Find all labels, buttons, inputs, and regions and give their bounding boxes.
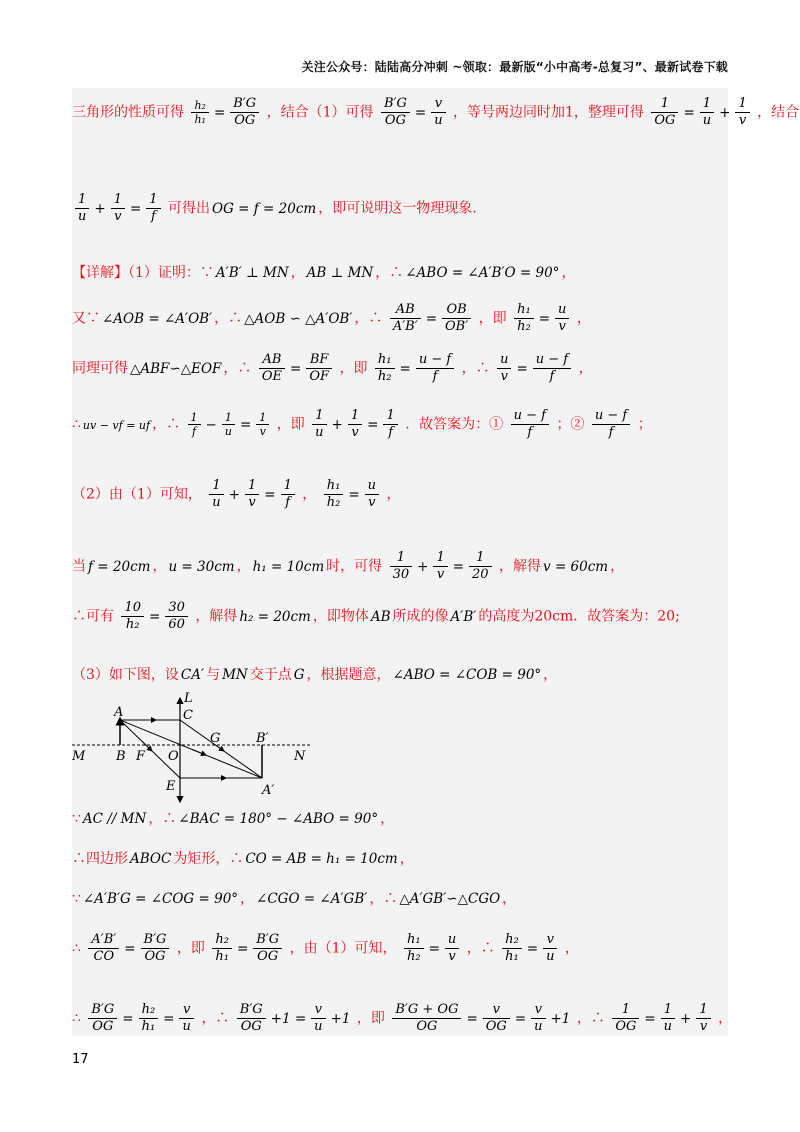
fraction: $\frac{1}{v}$ xyxy=(433,550,447,583)
fraction: $\frac{u - f}{f}$ xyxy=(416,352,454,385)
fraction: $\frac{1}{v}$ xyxy=(696,1002,710,1035)
fraction: $\frac{A'B'}{CO}$ xyxy=(88,932,119,965)
fraction: $\frac{1}{f}$ xyxy=(281,478,295,511)
label-l: L xyxy=(184,691,193,706)
fraction: $\frac{u}{v}$ xyxy=(445,932,459,965)
label-a-prime: A′ xyxy=(262,783,275,798)
fraction: $\frac{1}{f}$ xyxy=(383,408,397,441)
fraction: $\frac{u - f}{f}$ xyxy=(533,352,571,385)
fraction: $\frac{1}{u}$ xyxy=(209,478,223,511)
fraction: $\frac{1}{u}$ xyxy=(661,1002,675,1035)
solution-line-4: 又∵ ∠AOB = ∠A′OB′ ，∴ △AOB ∽ △A′OB′ ，∴ $\frac{AB}{A'B'}$ = $\frac{OB}{OB'}$ ，即 $\frac{\text{h₁}}{\text{h₂}}$ = $\frac{u}{v}$ ， xyxy=(72,302,591,334)
label-o: O xyxy=(168,749,179,764)
fraction: $\frac{\text{h₂}}{\text{h₁}}$ xyxy=(139,1002,159,1035)
fraction: $\frac{1}{f}$ xyxy=(188,411,201,438)
fraction: $\frac{\text{h₂}}{\text{h₁}}$ xyxy=(502,932,522,965)
fraction: $\frac{v}{OG}$ xyxy=(483,1002,510,1035)
solution-line-2: $\frac{1}{u}$ + $\frac{1}{v}$ = $\frac{1}{f}$ 可得出 OG = f = 20cm ，即可说明这一物理现象. xyxy=(72,192,477,225)
fraction: $\frac{1}{OG}$ xyxy=(651,96,678,129)
fraction: $\frac{AB}{A'B'}$ xyxy=(390,302,421,335)
fraction: $\frac{1}{f}$ xyxy=(146,192,160,225)
fraction: $\frac{1}{u}$ xyxy=(222,411,235,438)
fraction: $\frac{\text{h₁}}{\text{h₂}}$ xyxy=(404,932,424,965)
fraction: $\frac{B'G}{OG}$ xyxy=(381,96,410,129)
fraction: $\frac{1}{v}$ xyxy=(348,408,362,441)
label-c: C xyxy=(183,708,193,723)
fraction: $\frac{B'G}{OG}$ xyxy=(88,1002,117,1035)
fraction: $\frac{1}{v}$ xyxy=(111,192,125,225)
label-g: G xyxy=(210,731,221,746)
fraction: $\frac{u - f}{f}$ xyxy=(511,408,549,441)
fraction: $\frac{\text{h₁}}{\text{h₂}}$ xyxy=(514,302,534,335)
fraction: $\frac{30}{60}$ xyxy=(165,600,188,633)
fraction: $\frac{B'G + OG}{OG}$ xyxy=(392,1002,461,1035)
solution-line-7: （2）由（1）可知， $\frac{1}{u}$ + $\frac{1}{v}$ = $\frac{1}{f}$ ， $\frac{\text{h₁}}{\text{h₂}}$ = $\frac{u}{v}$ ， xyxy=(72,478,401,510)
fraction: $\frac{OB}{OB'}$ xyxy=(442,302,471,335)
fraction: $\frac{1}{v}$ xyxy=(735,96,749,129)
fraction: $\frac{u - f}{f}$ xyxy=(592,408,630,441)
solution-line-9: ∴可有 $\frac{10}{\text{h₂}}$ = $\frac{30}{60}$ ，解得 h₂ = 20cm ，即物体 AB 所成的像 A′B′ 的高度为20cm．故答案为：20; xyxy=(72,600,680,632)
fraction: $\frac{1}{u}$ xyxy=(312,408,326,441)
fraction: $\frac{\text{h₁}}{\text{h₂}}$ xyxy=(324,478,344,511)
solution-line-15: ∴ $\frac{B'G}{OG}$ = $\frac{\text{h₂}}{\text{h₁}}$ = $\frac{v}{u}$ ，∴ $\frac{B'G}{OG}$ +1 = $\frac{v}{u}$ +1 ，即 $\frac{B'G + OG}{OG}$ = $\frac{v}{OG}$ = $\frac{v}{u}$ +1 ，∴ $\frac{1}{OG}$ = $\frac{1}{u}$ + $\frac{1}{v}$ ， xyxy=(72,1002,733,1034)
fraction: $\frac{BF}{OF}$ xyxy=(306,352,332,385)
fraction: $\frac{B'G}{OG}$ xyxy=(253,932,282,965)
fraction: $\frac{v}{u}$ xyxy=(179,1002,193,1035)
fraction: $\frac{10}{\text{h₂}}$ xyxy=(121,600,144,633)
fraction: $\frac{1}{v}$ xyxy=(256,411,269,438)
fraction: $\frac{B'G}{OG}$ xyxy=(230,96,259,129)
solution-line-10: （3）如下图，设 CA′ 与 MN 交于点 G ，根据题意， ∠ABO = ∠COB = 90° ， xyxy=(72,667,558,683)
fraction: $\frac{1}{u}$ xyxy=(75,192,89,225)
fraction: $\frac{B'G}{OG}$ xyxy=(141,932,170,965)
fraction: $\frac{1}{30}$ xyxy=(390,550,413,583)
solution-line-1: 三角形的性质可得 $\frac{\text{h₂}}{\text{h₁}}$ = $\frac{B'G}{OG}$ ，结合（1）可得 $\frac{B'G}{OG}$ = $\frac{v}{u}$ ，等号两边同时加1，整理可得 $\frac{1}{OG}$ = $\frac{1}{u}$ + $\frac{1}{v}$ ，结合 xyxy=(72,96,800,128)
solution-line-11: ∵ AC // MN ，∴ ∠BAC = 180° − ∠ABO = 90° ， xyxy=(72,811,395,827)
label-m: M xyxy=(72,749,86,764)
page-number: 17 xyxy=(72,1052,89,1067)
solution-line-5: 同理可得 △ABF∽△EOF ，∴ $\frac{AB}{OE}$ = $\frac{BF}{OF}$ ，即 $\frac{\text{h₁}}{\text{h₂}}$ = $\frac{u - f}{f}$ ，∴ $\frac{u}{v}$ = $\frac{u - f}{f}$ ， xyxy=(72,352,593,384)
fraction: $\frac{u}{v}$ xyxy=(365,478,379,511)
solution-line-13: ∵ ∠A′B′G = ∠COG = 90° ， ∠CGO = ∠A′GB′ ，∴ △A′GB′∽△CGO ， xyxy=(72,891,517,907)
solution-line-6: ∴ uv − vf = uf ，∴ $\frac{1}{f}$ − $\frac{1}{u}$ = $\frac{1}{v}$ ，即 $\frac{1}{u}$ + $\frac{1}{v}$ = $\frac{1}{f}$ ．故答案为：① $\frac{u - f}{f}$ ；② $\frac{u - f}{f}$ ； xyxy=(72,408,652,440)
fraction: $\frac{v}{u}$ xyxy=(543,932,557,965)
fraction: $\frac{v}{u}$ xyxy=(311,1002,325,1035)
fraction: $\frac{B'G}{OG}$ xyxy=(237,1002,266,1035)
label-b: B xyxy=(116,749,126,764)
label-f: F xyxy=(136,749,146,764)
lens-ray-diagram xyxy=(72,690,312,805)
fraction: $\frac{v}{u}$ xyxy=(431,96,445,129)
page-header: 关注公众号：陆陆高分冲刺 ~领取：最新版“小中高考-总复习”、最新试卷下载 xyxy=(301,60,728,74)
fraction: $\frac{1}{20}$ xyxy=(469,550,492,583)
solution-line-8: 当 f = 20cm ， u = 30cm ， h₁ = 10cm 时，可得 $\frac{1}{30}$ + $\frac{1}{v}$ = $\frac{1}{20}$ ，解得 v = 60cm ， xyxy=(72,550,625,582)
fraction: $\frac{u}{v}$ xyxy=(497,352,511,385)
fraction: $\frac{\text{h₁}}{\text{h₂}}$ xyxy=(375,352,395,385)
label-a: A xyxy=(114,705,124,720)
fraction: $\frac{\text{h₂}}{\text{h₁}}$ xyxy=(191,99,209,126)
fraction: $\frac{1}{OG}$ xyxy=(612,1002,639,1035)
fraction: $\frac{AB}{OE}$ xyxy=(259,352,285,385)
fraction: $\frac{1}{v}$ xyxy=(245,478,259,511)
solution-line-14: ∴ $\frac{A'B'}{CO}$ = $\frac{B'G}{OG}$ ，即 $\frac{\text{h₂}}{\text{h₁}}$ = $\frac{B'G}{OG}$ ，由（1）可知， $\frac{\text{h₁}}{\text{h₂}}$ = $\frac{u}{v}$ ，∴ $\frac{\text{h₂}}{\text{h₁}}$ = $\frac{v}{u}$ ， xyxy=(72,932,579,964)
fraction: $\frac{1}{u}$ xyxy=(700,96,714,129)
label-e: E xyxy=(166,779,176,794)
fraction: $\frac{\text{h₂}}{\text{h₁}}$ xyxy=(212,932,232,965)
solution-line-12: ∴四边形 ABOC 为矩形，∴ CO = AB = h₁ = 10cm ， xyxy=(72,851,414,867)
fraction: $\frac{v}{u}$ xyxy=(531,1002,545,1035)
ray-ao-arrow xyxy=(192,749,206,755)
fraction: $\frac{u}{v}$ xyxy=(555,302,569,335)
label-b-prime: B′ xyxy=(256,731,269,746)
label-n: N xyxy=(294,749,306,764)
solution-line-3: 【详解】（1）证明：∵ A′B′ ⊥ MN ， AB ⊥ MN ，∴ ∠ABO = ∠A′B′O = 90° ， xyxy=(72,265,576,281)
